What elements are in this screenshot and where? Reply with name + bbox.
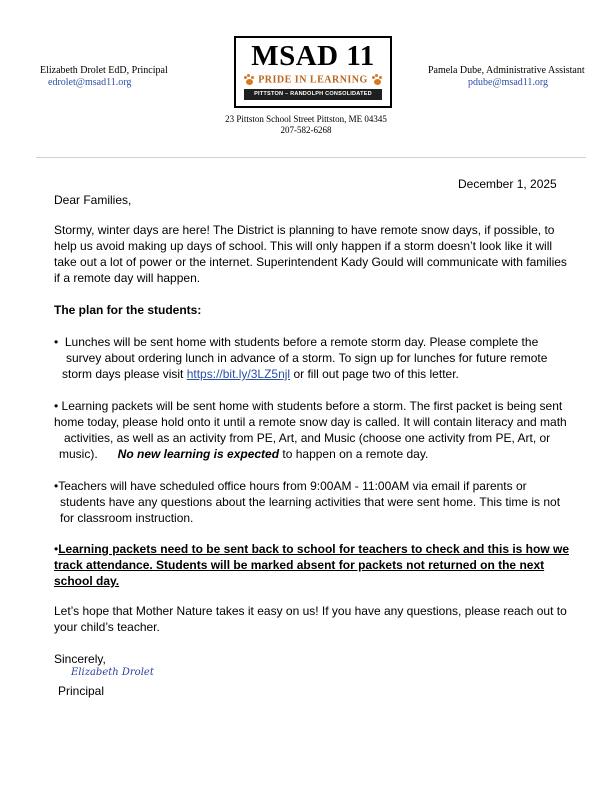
- assistant-email[interactable]: pdube@msad11.org: [468, 77, 549, 88]
- no-new-learning-emphasis: No new learning is expected: [117, 447, 280, 461]
- attendance-bullet: [54, 541, 569, 589]
- plan-heading: The plan for the students:: [54, 303, 202, 317]
- packets-line-2: home today, please hold onto it until a remote snow day is called. It will contain literacy and math: [54, 415, 567, 429]
- district-logo: [234, 36, 392, 108]
- closing: Sincerely,: [54, 652, 106, 666]
- packets-line-4-post: to happen on a remote day.: [279, 447, 429, 461]
- school-address: [0, 114, 612, 136]
- office-hours-bullet: [54, 478, 560, 526]
- lunch-bullet: [54, 334, 547, 382]
- phone-line: 207-582-6268: [280, 125, 332, 135]
- lunch-signup-link[interactable]: https://bit.ly/3LZ5njl: [186, 367, 291, 381]
- principal-contact: [40, 65, 168, 89]
- office-line-1: •Teachers will have scheduled office hours from 9:00AM - 11:00AM via email if parents or: [54, 479, 527, 493]
- greeting: Dear Families,: [54, 193, 132, 207]
- paw-icon: [371, 74, 383, 86]
- office-line-2: students have any questions about the learning activities that were sent home. This time is not: [60, 495, 561, 509]
- principal-name: Elizabeth Drolet EdD, Principal: [40, 65, 168, 76]
- signer-title: Principal: [58, 684, 105, 698]
- attendance-line-1: Learning packets need to be sent back to school for teachers to check and this is how we: [58, 542, 569, 556]
- paw-icon: [243, 74, 255, 86]
- bullet-marker: •: [54, 335, 59, 349]
- office-line-3: for classroom instruction.: [60, 511, 194, 525]
- lunch-line-1: Lunches will be sent home with students before a remote storm day. Please complete the: [64, 335, 539, 349]
- attendance-line-3: school day.: [54, 574, 120, 588]
- intro-paragraph: Stormy, winter days are here! The District is planning to have remote snow days, if possible, to help us avoid making up days of school. This will only happen if a storm doesn’t look like it will take out a lot of power or the internet. Superintendent Kady Gould will communicate with families if a remote day will happen.: [54, 223, 567, 285]
- principal-email[interactable]: edrolet@msad11.org: [48, 77, 132, 88]
- lunch-line-3-pre: storm days please visit: [62, 367, 187, 381]
- logo-tagline-row: [236, 74, 390, 86]
- address-line: 23 Pittston School Street Pittston, ME 04345: [225, 114, 387, 124]
- packets-line-3: activities, as well as an activity from PE, Art, and Music (choose one activity from PE, Art, or: [64, 431, 551, 445]
- letter-date: December 1, 2025: [458, 177, 557, 191]
- logo-tagline: PRIDE IN LEARNING: [258, 74, 368, 86]
- header-divider: [36, 157, 586, 158]
- logo-title: MSAD 11: [251, 40, 375, 72]
- packets-bullet: [54, 398, 567, 462]
- lunch-line-2: survey about ordering lunch in advance of a storm. To sign up for lunches for future remote: [66, 351, 548, 365]
- packets-line-4-pre: music).: [59, 447, 98, 461]
- packets-line-1: • Learning packets will be sent home with students before a storm. The first packet is being sent: [54, 399, 563, 413]
- bullet-marker: •: [54, 542, 59, 556]
- attendance-line-2: track attendance. Students will be marked absent for packets not returned on the next: [54, 558, 545, 572]
- assistant-name: Pamela Dube, Administrative Assistant: [428, 65, 585, 76]
- logo-subtitle: PITTSTON – RANDOLPH CONSOLIDATED SCHOOL: [244, 89, 382, 100]
- signature: Elizabeth Drolet: [71, 667, 154, 678]
- lunch-line-3-post: or fill out page two of this letter.: [290, 367, 459, 381]
- closing-paragraph: Let’s hope that Mother Nature takes it easy on us! If you have any questions, please reach out to your child’s teacher.: [54, 604, 567, 634]
- assistant-contact: [428, 65, 598, 89]
